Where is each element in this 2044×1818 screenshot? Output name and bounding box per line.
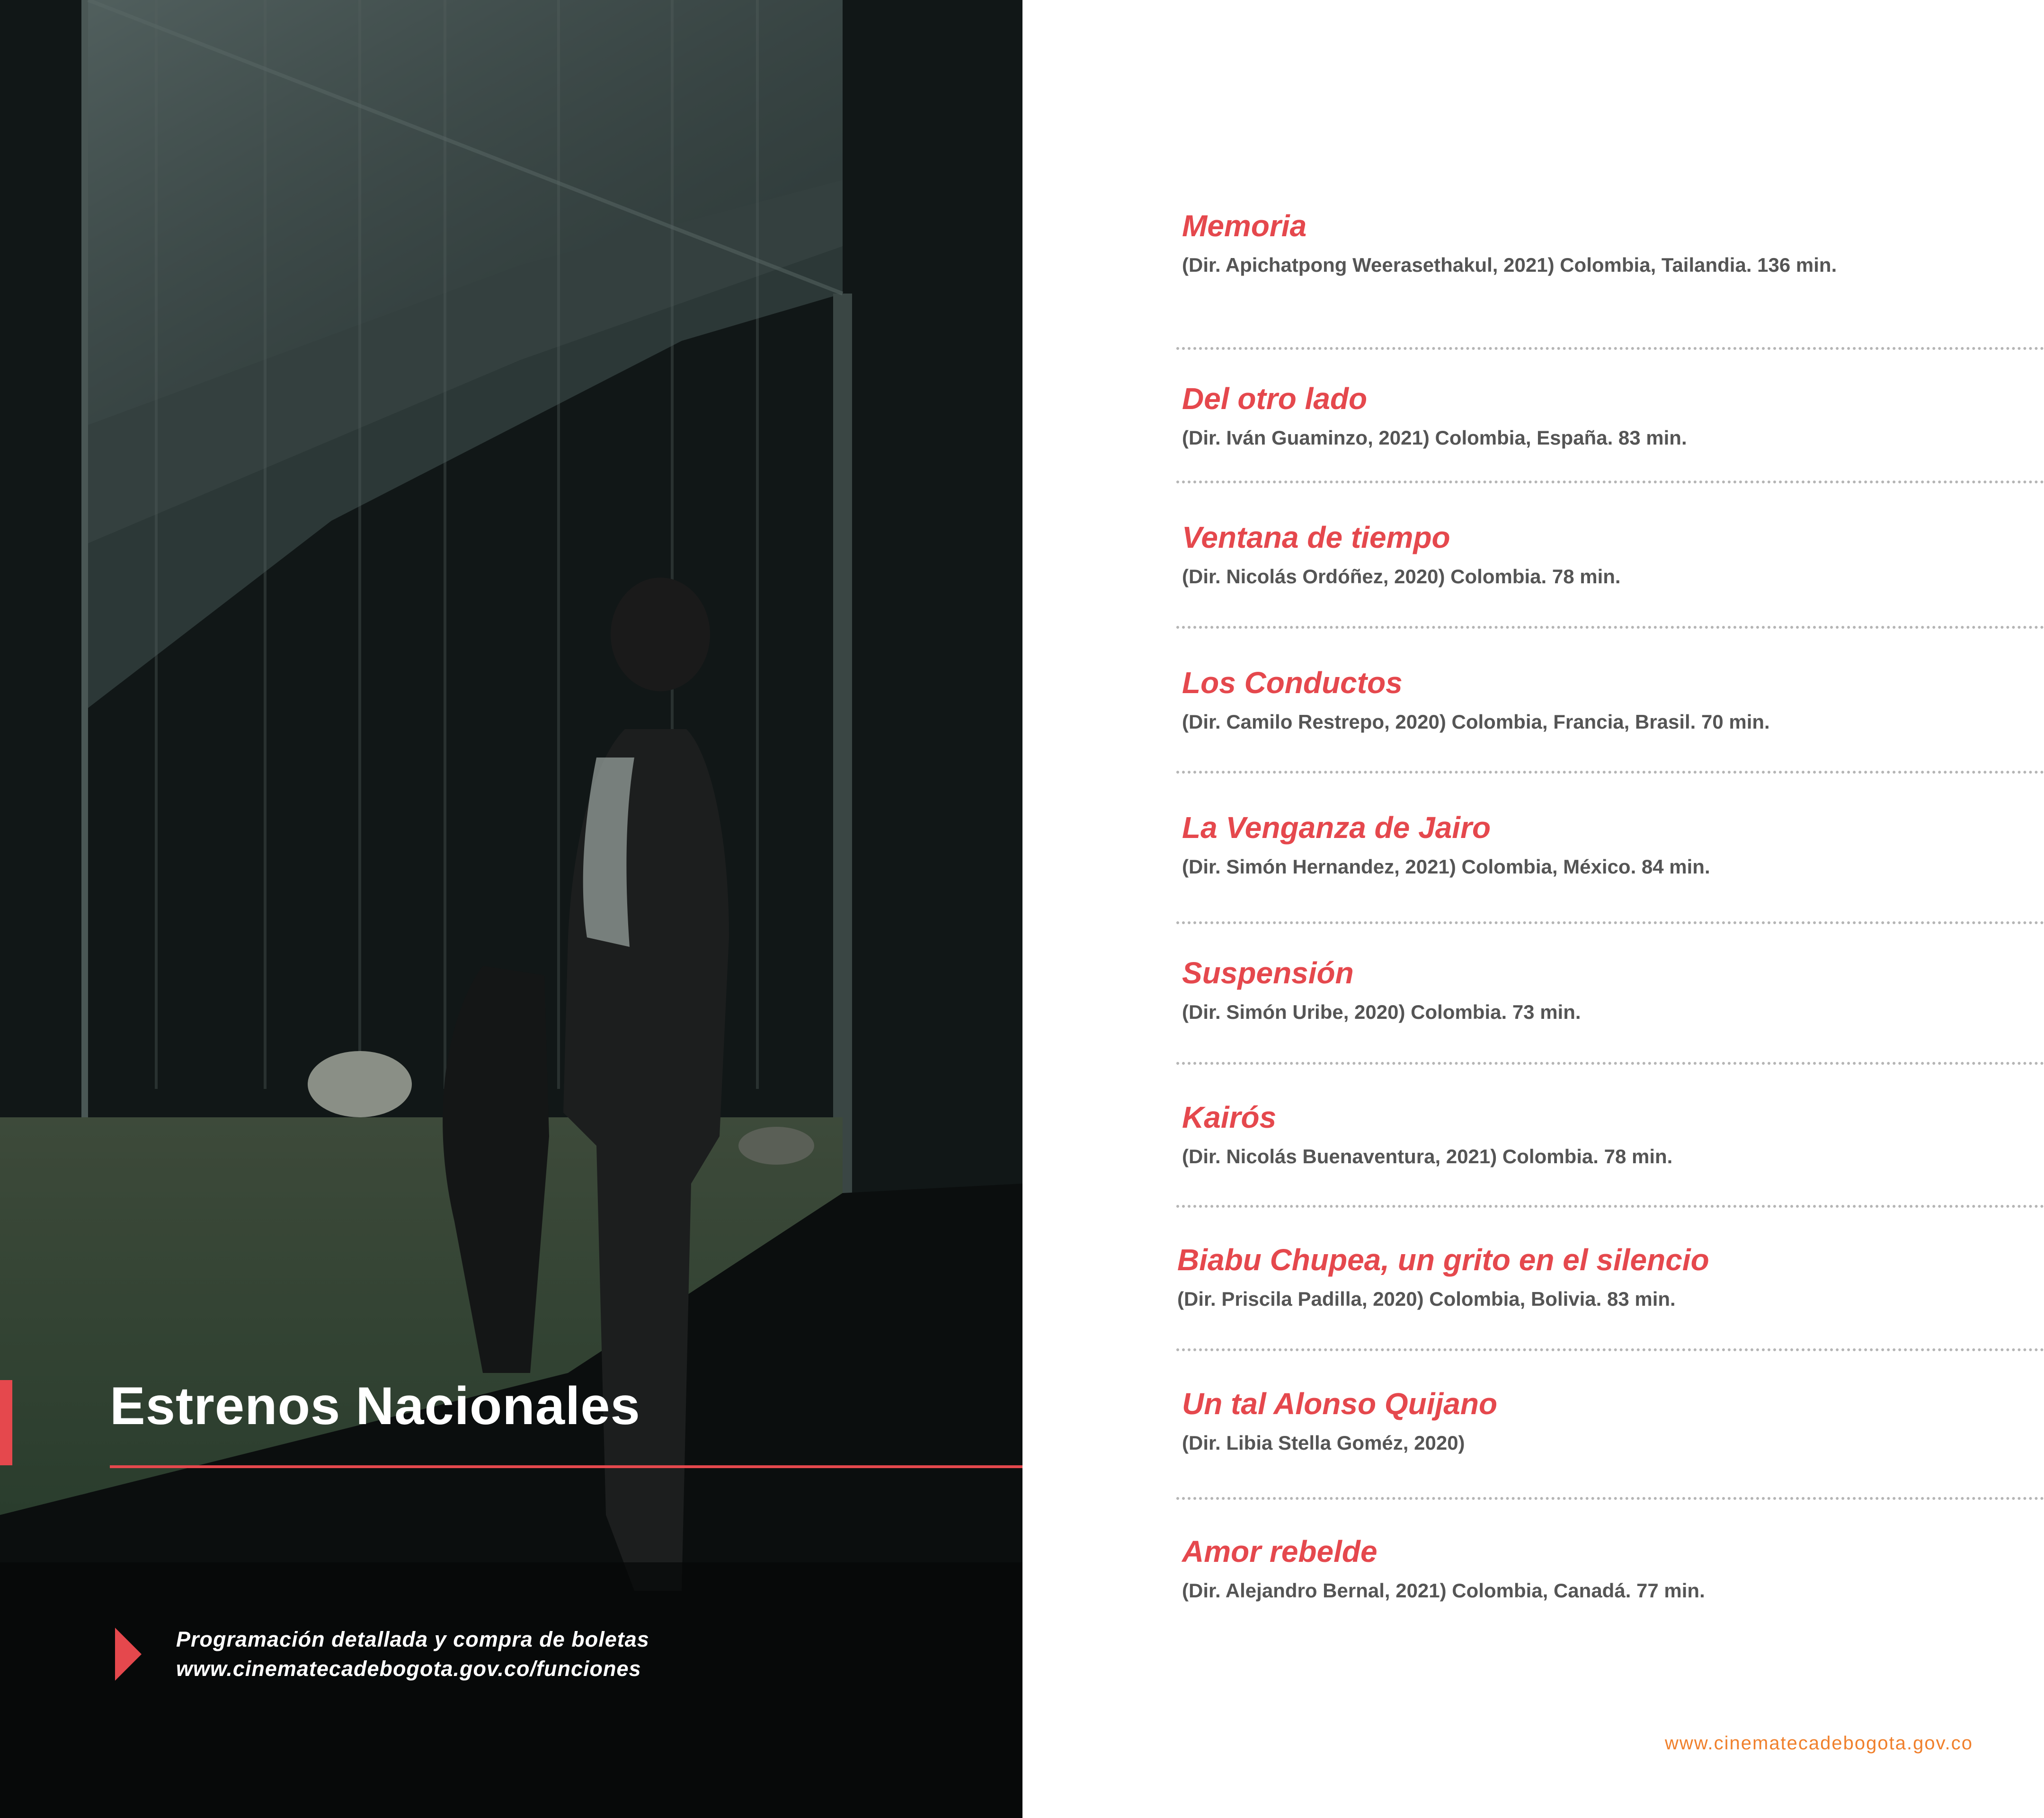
film-info: (Dir. Nicolás Ordóñez, 2020) Colombia. 78 min.	[1182, 565, 1621, 588]
list-item	[1022, 207, 2044, 285]
film-title: Amor rebelde	[1182, 1534, 1377, 1568]
film-info: (Dir. Alejandro Bernal, 2021) Colombia, Canadá. 77 min.	[1182, 1579, 1705, 1602]
film-title: Los Conductos	[1182, 666, 1403, 700]
section-title: Estrenos Nacionales	[110, 1376, 640, 1435]
film-title: Biabu Chupea, un grito en el silencio	[1177, 1243, 1709, 1277]
film-info: (Dir. Iván Guaminzo, 2021) Colombia, España. 83 min.	[1182, 427, 1687, 449]
film-info: (Dir. Nicolás Buenaventura, 2021) Colombia. 78 min.	[1182, 1145, 1673, 1167]
title-underline	[110, 1465, 1022, 1468]
list-item	[1022, 809, 2044, 887]
film-title: Ventana de tiempo	[1182, 520, 1450, 554]
film-list	[1022, 0, 2044, 1818]
divider	[1176, 481, 2044, 483]
list-item	[1022, 954, 2044, 1033]
divider	[1176, 347, 2044, 350]
tickets-cta	[176, 1625, 649, 1684]
film-title: Suspensión	[1182, 956, 1354, 990]
play-arrow-icon	[115, 1628, 142, 1681]
film-title: La Venganza de Jairo	[1182, 811, 1491, 845]
divider	[1176, 1062, 2044, 1065]
divider	[1176, 771, 2044, 774]
divider	[1176, 1348, 2044, 1351]
divider	[1176, 626, 2044, 629]
film-info: (Dir. Apichatpong Weerasethakul, 2021) Colombia, Tailandia. 136 min.	[1182, 254, 1837, 276]
film-info: (Dir. Simón Hernandez, 2021) Colombia, México. 84 min.	[1182, 856, 1710, 878]
tickets-cta-line1: Programación detallada y compra de boletas	[176, 1627, 649, 1651]
divider	[1176, 1205, 2044, 1208]
tickets-cta-url[interactable]: www.cinematecadebogota.gov.co/funciones	[176, 1657, 641, 1681]
film-info: (Dir. Simón Uribe, 2020) Colombia. 73 min.	[1182, 1001, 1581, 1023]
film-title: Kairós	[1182, 1100, 1277, 1134]
film-title: Memoria	[1182, 209, 1307, 243]
accent-tab	[0, 1380, 12, 1465]
film-info: (Dir. Priscila Padilla, 2020) Colombia, Bolivia. 83 min.	[1177, 1288, 1676, 1310]
list-item	[1022, 1385, 2044, 1463]
film-info: (Dir. Camilo Restrepo, 2020) Colombia, Francia, Brasil. 70 min.	[1182, 711, 1770, 733]
list-item	[1022, 664, 2044, 742]
film-info: (Dir. Libia Stella Goméz, 2020)	[1182, 1432, 1465, 1454]
divider	[1176, 921, 2044, 924]
list-item	[1022, 1241, 2044, 1319]
list-item	[1022, 1533, 2044, 1611]
list-item	[1022, 380, 2044, 458]
list-item	[1022, 518, 2044, 597]
film-title: Un tal Alonso Quijano	[1182, 1387, 1498, 1421]
film-title: Del otro lado	[1182, 382, 1368, 416]
footer-website-link[interactable]: www.cinematecadebogota.gov.co	[1665, 1733, 1973, 1754]
list-item	[1022, 1098, 2044, 1177]
divider	[1176, 1497, 2044, 1500]
